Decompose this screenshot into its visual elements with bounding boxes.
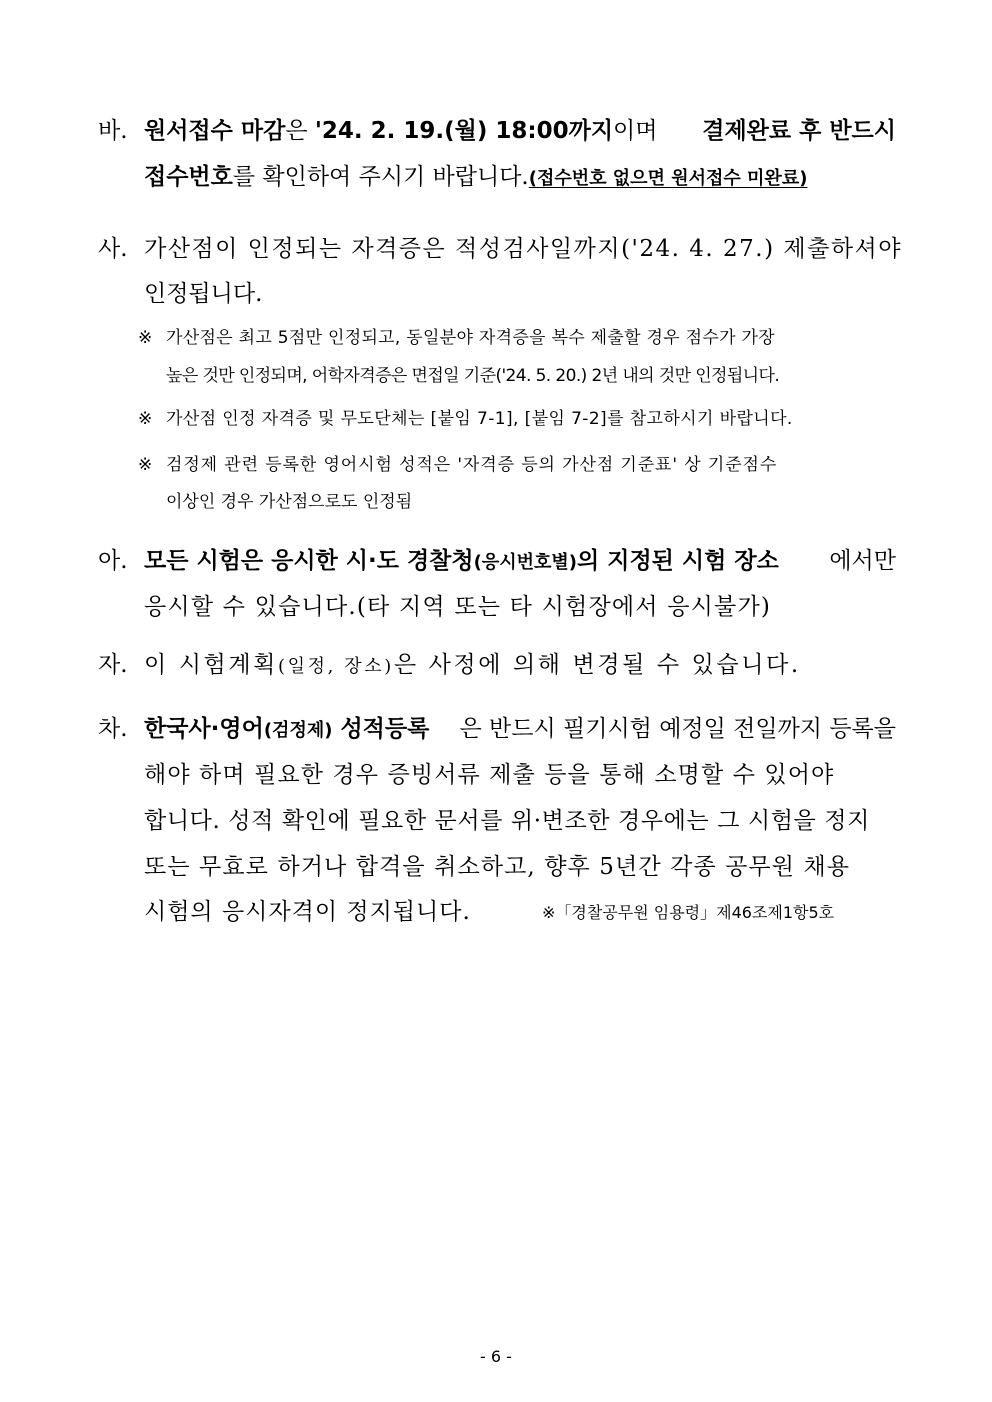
page-number: - 6 - [480, 1347, 512, 1366]
item-ba-line-1 [144, 116, 896, 146]
receipt-warning: (접수번호 없으면 원서접수 미완료) [528, 168, 808, 189]
deadline-label: 원서접수 마감 [144, 118, 286, 144]
score-registration-label: 한국사·영어 [144, 716, 264, 742]
text: 은 사정에 의해 변경될 수 있습니다. [393, 652, 801, 678]
item-marker: 사. [98, 236, 128, 262]
item-cha-line-4: 또는 무효로 하거나 합격을 취소하고, 향후 5년간 각종 공무원 채용 [144, 854, 851, 880]
text: 이며 [613, 118, 658, 144]
payment-notice: 결제완료 후 반드시 [702, 118, 896, 144]
text: (일정, 장소) [278, 656, 394, 677]
text: 의 지정된 시험 장소 [577, 548, 779, 574]
item-cha-line-3: 합니다. 성적 확인에 필요한 문서를 위·변조한 경우에는 그 시험을 정지 [144, 808, 870, 834]
note-2-line-1: 가산점 인정 자격증 및 무도단체는 [붙임 7-1], [붙임 7-2]를 참고하시기 바랍니다. [166, 409, 793, 429]
item-cha-line-5: 시험의 응시자격이 정지됩니다. [144, 899, 471, 925]
text: 에서만 [829, 548, 896, 574]
exam-location-rule: 모든 시험은 응시한 시·도 경찰청 [144, 548, 474, 574]
text: 은 [285, 118, 315, 144]
item-sa-line-2: 인정됩니다. [144, 281, 263, 307]
item-a-line-1 [144, 546, 896, 578]
receipt-number-label: 접수번호 [144, 164, 233, 190]
text: (검정제) [263, 720, 333, 741]
item-cha-line-2: 해야 하며 필요한 경우 증빙서류 제출 등을 통해 소명할 수 있어야 [144, 762, 835, 788]
note-symbol: ※ [138, 328, 153, 348]
note-1-line-1: 가산점은 최고 5점만 인정되고, 동일분야 자격증을 복수 제출할 경우 점수가 가장 [166, 328, 775, 348]
item-sa-line-1: 가산점이 인정되는 자격증은 적성검사일까지('24. 4. 27.) 제출하셔야 [144, 236, 902, 262]
note-3-line-1: 검정제 관련 등록한 영어시험 성적은 '자격증 등의 가산점 기준표' 상 기준점수 [166, 455, 778, 475]
text: 은 반드시 필기시험 예정일 전일까지 등록을 [459, 716, 896, 742]
note-symbol: ※ [138, 409, 153, 429]
text: (응시번호별) [473, 552, 578, 573]
item-ja-line-1 [144, 650, 801, 682]
note-symbol: ※ [138, 455, 153, 475]
text: 성적등록 [332, 716, 430, 742]
item-cha-line-1 [144, 714, 896, 746]
note-1-line-2: 높은 것만 인정되며, 어학자격증은 면접일 기준('24. 5. 20.) 2년 내의 것만 인정됩니다. [166, 366, 780, 386]
text: 이 시험계획 [144, 652, 279, 678]
item-ba-line-2 [144, 162, 807, 194]
item-marker: 자. [98, 652, 128, 678]
item-marker: 바. [98, 118, 128, 144]
legal-reference: ※「경찰공무원 임용령」제46조제1항5호 [542, 903, 835, 922]
item-marker: 아. [98, 548, 128, 574]
text: 를 확인하여 주시기 바랍니다. [232, 164, 529, 190]
note-3-line-2: 이상인 경우 가산점으로도 인정됨 [166, 492, 413, 512]
item-marker: 차. [98, 716, 128, 742]
deadline-date: '24. 2. 19.(월) 18:00까지 [314, 118, 614, 144]
item-a-line-2: 응시할 수 있습니다.(타 지역 또는 타 시험장에서 응시불가) [144, 594, 772, 620]
